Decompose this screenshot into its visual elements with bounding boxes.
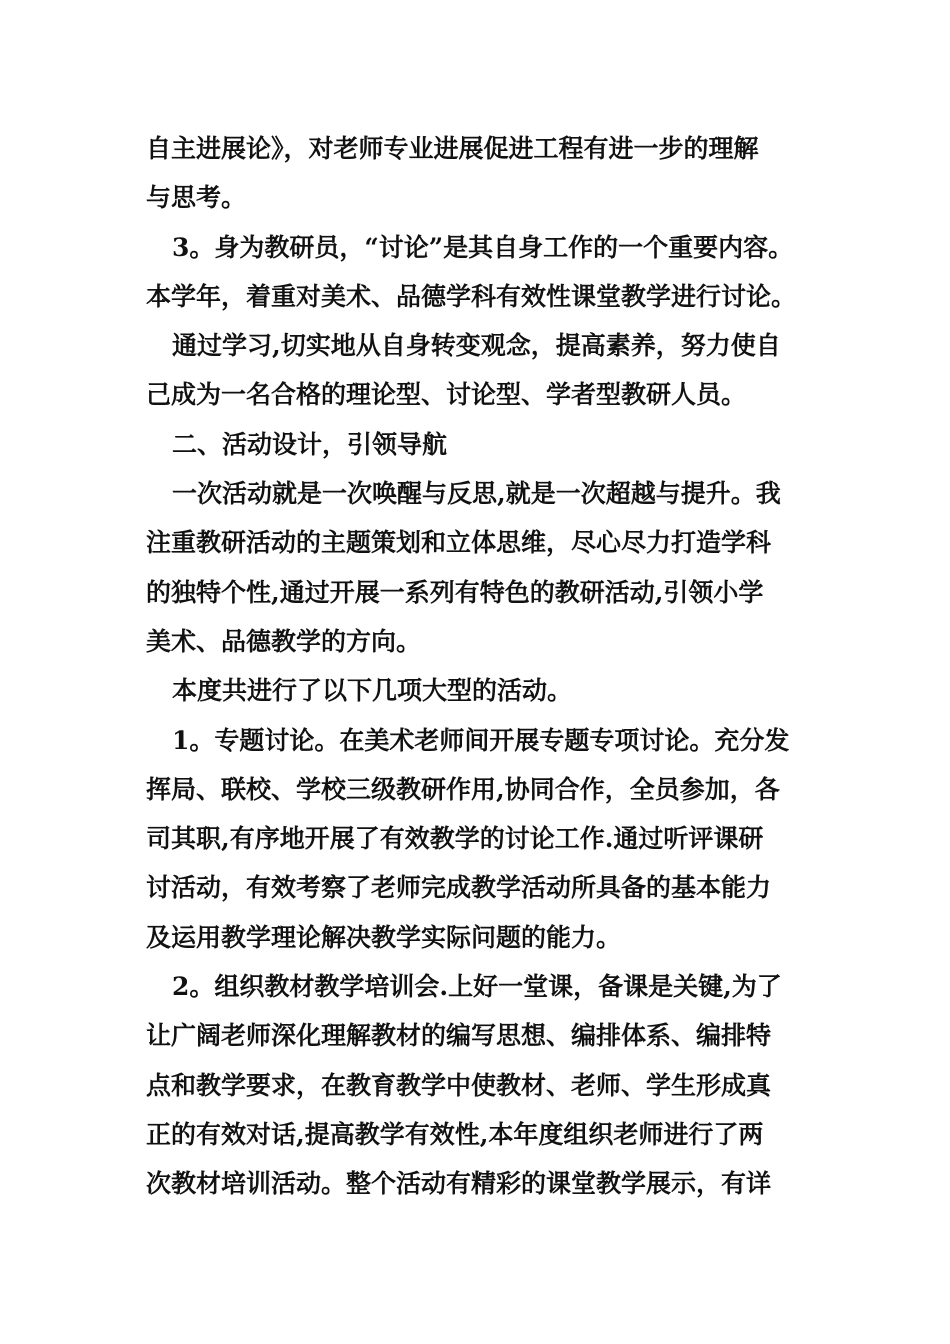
text-line: 通过学习,切实地从自身转变观念，提高素养，努力使自 (172, 331, 781, 361)
text-line: 一次活动就是一次唤醒与反思,就是一次超越与提升。我 (172, 479, 781, 509)
text-line: 正的有效对话,提高教学有效性,本年度组织老师进行了两 (146, 1119, 764, 1149)
text-line: 及运用教学理论解决教学实际问题的能力。 (146, 922, 622, 952)
text-line: 自主进展论》，对老师专业进展促进工程有进一步的理解 (146, 134, 759, 163)
text-line: 讨活动，有效考察了老师完成教学活动所具备的基本能力 (146, 873, 772, 903)
text-line: 3。身为教研员，“讨论”是其自身工作的一个重要内容。 (172, 232, 794, 262)
text-line: 挥局、联校、学校三级教研作用,协同合作，全员参加，各 (146, 774, 780, 804)
text-line: 二、活动设计，引领导航 (172, 429, 448, 459)
text-line: 与思考。 (146, 183, 247, 213)
text-line: 注重教研活动的主题策划和立体思维，尽心尽力打造学科 (146, 528, 772, 558)
text-line: 己成为一名合格的理论型、讨论型、学者型教研人员。 (146, 380, 747, 410)
text-line: 本度共进行了以下几项大型的活动。 (172, 676, 573, 706)
text-line: 本学年，着重对美术、品德学科有效性课堂教学进行讨论。 (146, 281, 797, 311)
text-line: 点和教学要求，在教育教学中使教材、老师、学生形成真 (146, 1070, 772, 1100)
text-line: 美术、品德教学的方向。 (146, 626, 422, 656)
body-text (146, 124, 814, 1209)
text-line: 1。专题讨论。在美术老师间开展专题专项讨论。充分发 (172, 725, 790, 755)
text-line: 让广阔老师深化理解教材的编写思想、编排体系、编排特 (146, 1021, 772, 1051)
text-line: 司其职,有序地开展了有效教学的讨论工作.通过听评课研 (146, 824, 764, 854)
text-line: 2。组织教材教学培训会.上好一堂课，备课是关键,为了 (172, 972, 782, 1002)
text-line: 次教材培训活动。整个活动有精彩的课堂教学展示，有详 (146, 1169, 772, 1199)
text-line: 的独特个性,通过开展一系列有特色的教研活动,引领小学 (146, 577, 764, 607)
